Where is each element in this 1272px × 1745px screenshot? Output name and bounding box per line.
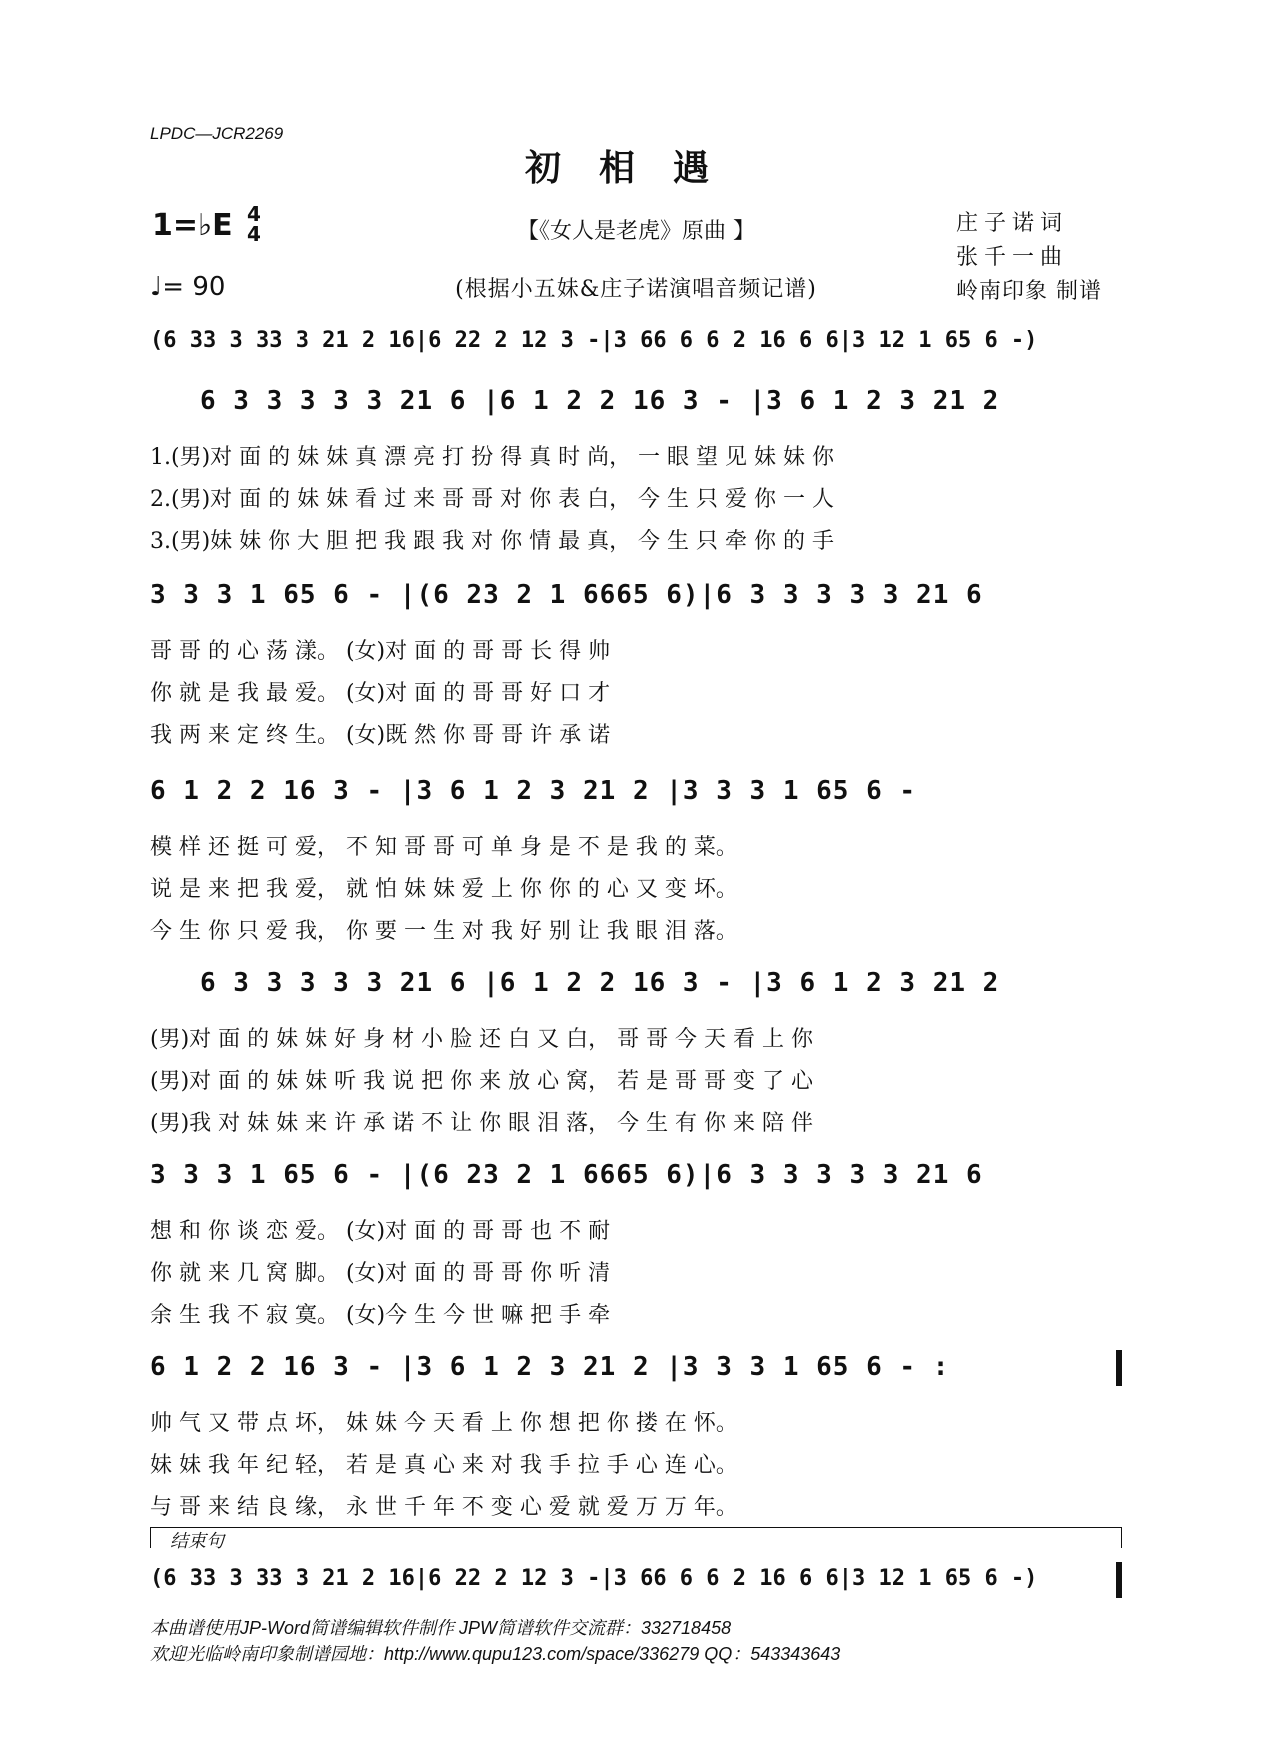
lyric-row-2-verse-2: 你 就 是 我 最 爱。 (女)对 面 的 哥 哥 好 口 才 bbox=[150, 681, 611, 706]
intro-notation: (6 33 3 33 3 21 2 16|6 22 2 12 3 -|3 66 6 6 2 16 6 6|3 12 1 65 6 -) bbox=[150, 328, 1038, 353]
lyric-row-5-verse-3: 余 生 我 不 寂 寞。 (女)今 生 今 世 嘛 把 手 牵 bbox=[150, 1303, 611, 1328]
lyric-row-3-verse-1: 模 样 还 挺 可 爱， 不 知 哥 哥 可 单 身 是 不 是 我 的 菜。 bbox=[150, 835, 738, 860]
time-bottom: 4 bbox=[247, 222, 261, 246]
transcription-note: (根据小五妹&庄子诺演唱音频记谱) bbox=[455, 277, 817, 302]
notation-row-5: 3 3 3 1 65 6 - |(6 23 2 1 6665 6)|6 3 3 3 3 3 21 6 bbox=[150, 1160, 983, 1190]
lyric-row-6-verse-1: 帅 气 又 带 点 坏， 妹 妹 今 天 看 上 你 想 把 你 搂 在 怀。 bbox=[150, 1411, 738, 1436]
lyricist-credit: 庄子诺词 bbox=[956, 211, 1069, 236]
key-signature: 1=♭E bbox=[152, 208, 233, 243]
lyric-row-3-verse-3: 今 生 你 只 爱 我， 你 要 一 生 对 我 好 别 让 我 眼 泪 落。 bbox=[150, 919, 738, 944]
final-barline bbox=[1116, 1562, 1122, 1598]
lyric-row-1-verse-2: 2.(男)对 面 的 妹 妹 看 过 来 哥 哥 对 你 表 白， 今 生 只 爱 你 一 人 bbox=[150, 487, 835, 512]
composer-credit: 张千一曲 bbox=[956, 245, 1069, 270]
lyric-row-6-verse-2: 妹 妹 我 年 纪 轻， 若 是 真 心 来 对 我 手 拉 手 心 连 心。 bbox=[150, 1453, 738, 1478]
coda-label: 结束句 bbox=[170, 1531, 224, 1551]
origin-note: 【《女人是老虎》原曲 】 bbox=[517, 219, 755, 244]
arranger-credit: 岭南印象 制谱 bbox=[956, 279, 1102, 304]
lyric-row-2-verse-1: 哥 哥 的 心 荡 漾。 (女)对 面 的 哥 哥 长 得 帅 bbox=[150, 639, 611, 664]
coda-notation: (6 33 3 33 3 21 2 16|6 22 2 12 3 -|3 66 6 6 2 16 6 6|3 12 1 65 6 -) bbox=[150, 1566, 1038, 1591]
notation-row-2: 3 3 3 1 65 6 - |(6 23 2 1 6665 6)|6 3 3 3 3 3 21 6 bbox=[150, 580, 983, 610]
notation-row-6: 6 1 2 2 16 3 - |3 6 1 2 3 21 2 |3 3 3 1 65 6 - : bbox=[150, 1352, 950, 1382]
lyric-row-5-verse-2: 你 就 来 几 窝 脚。 (女)对 面 的 哥 哥 你 听 清 bbox=[150, 1261, 611, 1286]
lyric-row-4-verse-1: (男)对 面 的 妹 妹 好 身 材 小 脸 还 白 又 白， 哥 哥 今 天 看 上 你 bbox=[150, 1027, 814, 1052]
song-title: 初相遇 bbox=[524, 147, 747, 189]
time-top: 4 bbox=[247, 202, 261, 226]
notation-row-3: 6 1 2 2 16 3 - |3 6 1 2 3 21 2 |3 3 3 1 65 6 - bbox=[150, 776, 917, 806]
lyric-row-1-verse-1: 1.(男)对 面 的 妹 妹 真 漂 亮 打 扮 得 真 时 尚， 一 眼 望 见 妹 妹 你 bbox=[150, 445, 835, 470]
footer-software-note: 本曲谱使用JP-Word简谱编辑软件制作 JPW简谱软件交流群：332718458 bbox=[150, 1618, 732, 1638]
coda-bracket bbox=[150, 1527, 1122, 1548]
footer-website-note: 欢迎光临岭南印象制谱园地：http://www.qupu123.com/space/336279 QQ：543343643 bbox=[150, 1644, 841, 1664]
lyric-row-4-verse-2: (男)对 面 的 妹 妹 听 我 说 把 你 来 放 心 窝， 若 是 哥 哥 变 了 心 bbox=[150, 1069, 814, 1094]
lyric-row-5-verse-1: 想 和 你 谈 恋 爱。 (女)对 面 的 哥 哥 也 不 耐 bbox=[150, 1219, 611, 1244]
repeat-end-barline bbox=[1116, 1350, 1122, 1386]
tempo-marking: ♩= 90 bbox=[150, 272, 226, 302]
notation-row-4: 6 3 3 3 3 3 21 6 |6 1 2 2 16 3 - |3 6 1 2 3 21 2 bbox=[150, 968, 1000, 998]
lyric-row-6-verse-3: 与 哥 来 结 良 缘， 永 世 千 年 不 变 心 爱 就 爱 万 万 年。 bbox=[150, 1495, 738, 1520]
lyric-row-1-verse-3: 3.(男)妹 妹 你 大 胆 把 我 跟 我 对 你 情 最 真， 今 生 只 牵 你 的 手 bbox=[150, 529, 835, 554]
lyric-row-4-verse-3: (男)我 对 妹 妹 来 许 承 诺 不 让 你 眼 泪 落， 今 生 有 你 来 陪 伴 bbox=[150, 1111, 814, 1136]
lyric-row-2-verse-3: 我 两 来 定 终 生。 (女)既 然 你 哥 哥 许 承 诺 bbox=[150, 723, 611, 748]
notation-row-1: 6 3 3 3 3 3 21 6 |6 1 2 2 16 3 - |3 6 1 2 3 21 2 bbox=[150, 386, 1000, 416]
lyric-row-3-verse-2: 说 是 来 把 我 爱， 就 怕 妹 妹 爱 上 你 你 的 心 又 变 坏。 bbox=[150, 877, 738, 902]
score-code: LPDC—JCR2269 bbox=[150, 124, 284, 143]
